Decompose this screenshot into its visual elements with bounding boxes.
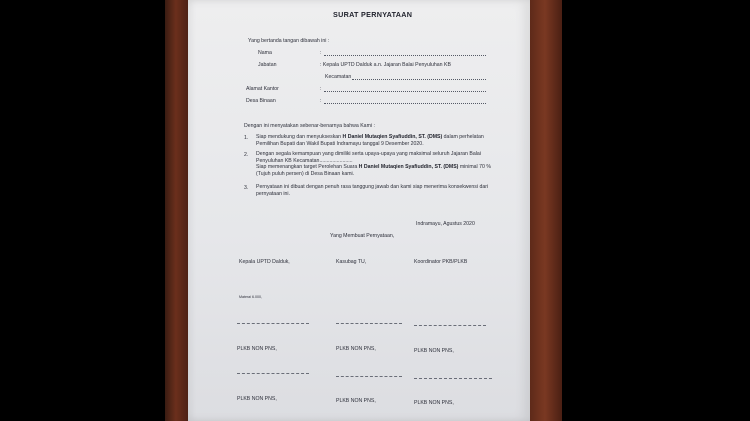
statement-text: Dengan ini menyatakan sebenar-benarnya bahwa Kami : bbox=[244, 123, 375, 129]
field-line-nama bbox=[324, 55, 486, 56]
intro-text: Yang bertanda tangan dibawah ini : bbox=[248, 38, 330, 44]
place-date: Indramayu, Agustus 2020 bbox=[416, 221, 475, 227]
field-line-alamat bbox=[324, 91, 486, 92]
signature-line bbox=[336, 323, 402, 324]
signature-line bbox=[414, 325, 486, 326]
signature-line bbox=[414, 378, 492, 379]
field-line-kecamatan bbox=[352, 79, 486, 80]
field-value-jabatan: : Kepala UPTD Dalduk a.n. Jajaran Balai Penyuluhan KB bbox=[320, 62, 451, 68]
field-label-desa: Desa Binaan bbox=[246, 98, 276, 104]
wooden-frame-left bbox=[165, 0, 189, 421]
field-value-desa: : bbox=[320, 98, 322, 104]
signer-koordinator: Koordinator PKB/PLKB bbox=[414, 259, 468, 265]
field-value-nama: : bbox=[320, 50, 322, 56]
field-line-desa bbox=[324, 103, 486, 104]
plkb-label: PLKB NON PNS, bbox=[237, 346, 277, 352]
field-value-alamat: : bbox=[320, 86, 322, 92]
item-3-text: Pernyataan ini dibuat dengan penuh rasa tanggung jawab dan kami siap menerima konsekwensi dari pernyataan ini. bbox=[256, 184, 489, 197]
signature-line bbox=[336, 376, 402, 377]
item-2-text: Dengan segala kemampuan yang dimiliki serta upaya-upaya yang maksimal seluruh Jajaran Balai Penyuluhan KB Kecamatan....................... Siap memenangkan target Perolehan Suara H Daniel Mutaqien Syafiuddin, ST. (DMS) minimal 70 % (Tujuh puluh persen) di Desa Binaan kami. bbox=[256, 151, 491, 177]
item-2-number: 2. bbox=[244, 152, 249, 158]
field-label-alamat: Alamat Kantor bbox=[246, 86, 279, 92]
item-1-text: Siap mendukung dan menyukseskan H Daniel Mutaqien Syafiuddin, ST. (DMS) dalam perhelatan Pemilihan Bupati dan Wakil Bupati Indramayu tanggal 9 Desember 2020. bbox=[256, 134, 484, 147]
plkb-label: PLKB NON PNS, bbox=[414, 400, 454, 406]
item-1-number: 1. bbox=[244, 135, 249, 141]
signer-heading: Yang Membuat Pernyataan, bbox=[330, 233, 395, 239]
plkb-label: PLKB NON PNS, bbox=[414, 348, 454, 354]
signer-kasubag-tu: Kasubag TU, bbox=[336, 259, 367, 265]
plkb-label: PLKB NON PNS, bbox=[336, 346, 376, 352]
plkb-label: PLKB NON PNS, bbox=[237, 396, 277, 402]
plkb-label: PLKB NON PNS, bbox=[336, 398, 376, 404]
wooden-frame-right bbox=[528, 0, 562, 421]
signature-line bbox=[237, 323, 309, 324]
stamp-note: Materai 6.000, bbox=[239, 295, 262, 299]
signature-line bbox=[237, 373, 309, 374]
item-3-number: 3. bbox=[244, 185, 249, 191]
signer-kepala-uptd: Kepala UPTD Dalduk, bbox=[239, 259, 290, 265]
document-title: SURAT PERNYATAAN bbox=[333, 10, 413, 19]
field-label-jabatan: Jabatan bbox=[258, 62, 277, 68]
field-value-kecamatan: Kecamatan bbox=[325, 74, 352, 80]
field-label-nama: Nama bbox=[258, 50, 272, 56]
